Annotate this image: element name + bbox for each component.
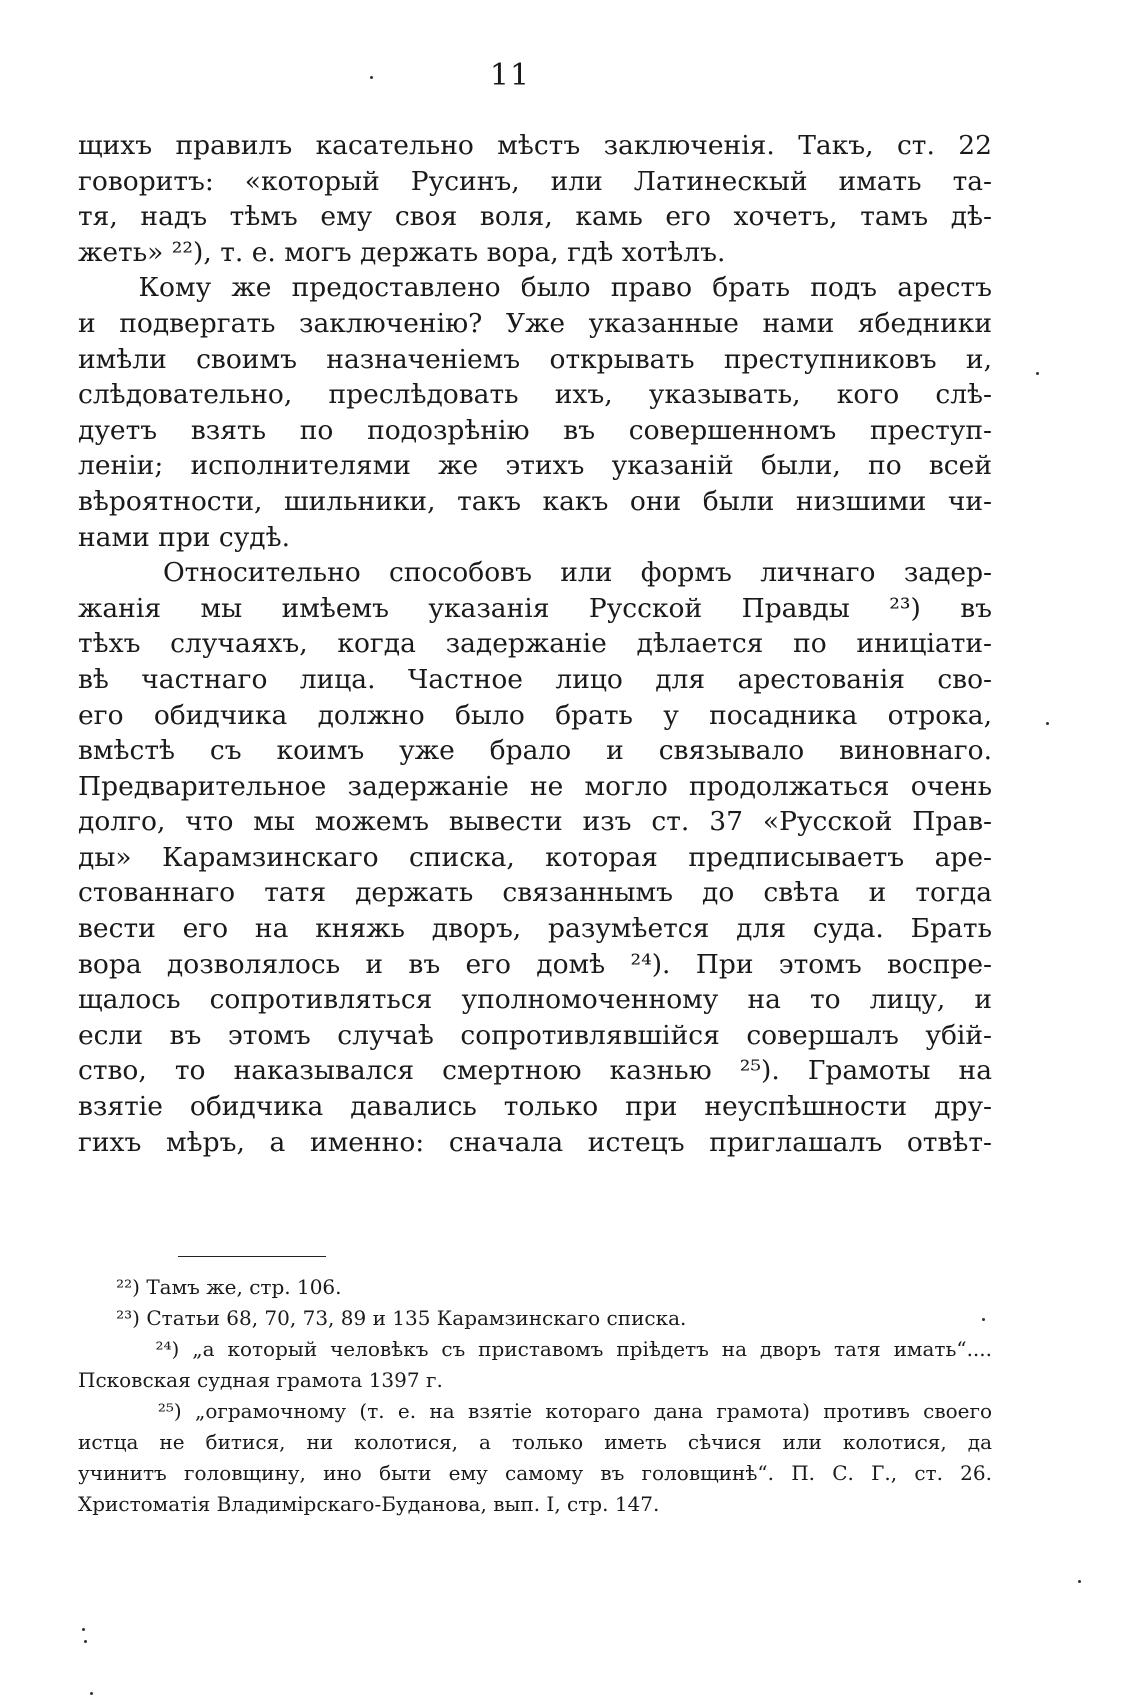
footnote-line: ²⁵) „ограмочному (т. е. на взятіе котораго дана грамота) противъ своего: [78, 1399, 992, 1423]
text-line: ды» Карамзинскаго списка, которая предписываетъ аре-: [78, 841, 992, 873]
text-line: щихъ правилъ касательно мѣстъ заключенія. Такъ, ст. 22: [78, 130, 992, 161]
footnote-line: Христоматія Владимірскаго-Буданова, вып. I, стр. 147.: [78, 1492, 660, 1516]
print-speck: [84, 1640, 87, 1643]
text-line: леніи; исполнителями же этихъ указаній были, по всей: [78, 450, 992, 482]
page-number: 11: [489, 58, 531, 93]
footnote-line: ²³) Статьи 68, 70, 73, 89 и 135 Карамзинскаго списка.: [78, 1306, 687, 1330]
text-line: говоритъ: «который Русинъ, или Латинескый имать та-: [78, 165, 992, 197]
footnote-line: истца не битися, ни колотися, а только иметь сѣчися или колотися, да: [78, 1430, 992, 1454]
text-line: вмѣстѣ съ коимъ уже брало и связывало виновнаго.: [78, 735, 992, 767]
text-line: и подвергать заключенію? Уже указанные нами ябедники: [78, 307, 992, 339]
text-line: если въ этомъ случаѣ сопротивлявшійся совершалъ убій-: [78, 1019, 992, 1051]
text-line: взятіе обидчика давались только при неуспѣшности дру-: [78, 1091, 992, 1123]
text-line: дуетъ взять по подозрѣнію въ совершенномъ преступ-: [78, 414, 992, 446]
print-speck: [982, 1318, 985, 1321]
print-speck: [370, 76, 373, 79]
text-line: вѣроятности, шильники, такъ какъ они были низшими чи-: [78, 485, 992, 517]
text-line: гихъ мѣръ, а именно: сначала истецъ приглашалъ отвѣт-: [78, 1126, 992, 1158]
footnotes: [78, 1272, 992, 1520]
print-speck: [1078, 1580, 1081, 1583]
print-speck: [1036, 372, 1039, 375]
text-line: Предварительное задержаніе не могло продолжаться очень: [78, 770, 992, 802]
footnote-line: ²²) Тамъ же, стр. 106.: [78, 1275, 342, 1299]
text-line: долго, что мы можемъ вывести изъ ст. 37 «Русской Прав-: [78, 806, 992, 838]
text-line: нами при судѣ.: [78, 521, 291, 553]
footnote-rule: [178, 1256, 326, 1257]
body-text: [78, 128, 992, 1160]
text-line: щалось сопротивляться уполномоченному на то лицу, и: [78, 984, 992, 1016]
text-line: вора дозволялось и въ его домѣ ²⁴). При этомъ воспре-: [78, 948, 992, 980]
text-line: вѣ частнаго лица. Частное лицо для арестованія сво-: [78, 663, 992, 695]
footnote-line: Псковская судная грамота 1397 г.: [78, 1368, 443, 1392]
text-line: стованнаго татя держать связаннымъ до свѣта и тогда: [78, 877, 992, 909]
footnote-line: учинитъ головщину, ино быти ему самому въ головщинѣ“. П. С. Г., ст. 26.: [78, 1461, 992, 1485]
text-line: Относительно способовъ или формъ личнаго задер-: [78, 557, 992, 589]
print-speck: [1046, 722, 1049, 725]
text-line: слѣдовательно, преслѣдовать ихъ, указывать, кого слѣ-: [78, 379, 992, 411]
text-line: жанія мы имѣемъ указанія Русской Правды ²³) въ: [78, 592, 992, 624]
text-line: тѣхъ случаяхъ, когда задержаніе дѣлается по иниціати-: [78, 628, 992, 660]
print-speck: [82, 1628, 85, 1631]
print-speck: [90, 1692, 93, 1695]
text-line: жеть» ²²), т. е. могъ держать вора, гдѣ хотѣлъ.: [78, 236, 726, 268]
text-line: ство, то наказывался смертною казнью ²⁵). Грамоты на: [78, 1055, 992, 1087]
text-line: имѣли своимъ назначеніемъ открывать преступниковъ и,: [78, 343, 992, 375]
text-line: тя, надъ тѣмъ ему своя воля, камь его хочетъ, тамъ дѣ-: [78, 201, 992, 233]
text-line: Кому же предоставлено было право брать подъ арестъ: [78, 272, 992, 304]
text-line: вести его на княжь дворъ, разумѣется для суда. Брать: [78, 913, 992, 945]
footnote-line: ²⁴) „а который человѣкъ съ приставомъ пріѣдетъ на дворъ татя имать“....: [78, 1337, 992, 1361]
text-line: его обидчика должно было брать у посадника отрока,: [78, 699, 992, 731]
